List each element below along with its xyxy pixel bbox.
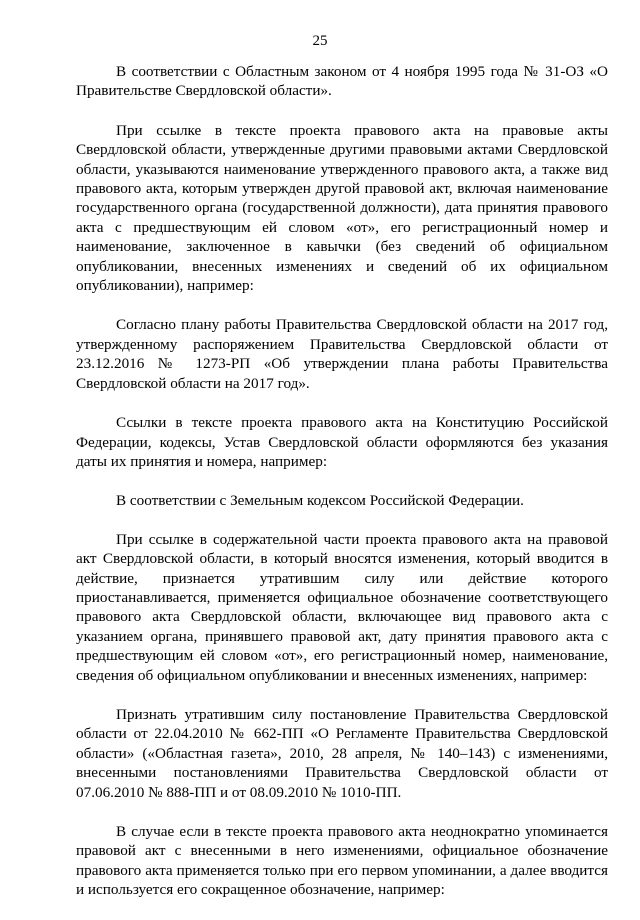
paragraph-constitution-references: Ссылки в тексте проекта правового акта на Конституцию Российской Федерации, кодексы, Устав Свердловской области оформляются без указания даты их принятия и номера, например: [76,414,608,470]
paragraph-reference-rules: При ссылке в тексте проекта правового акта на правовые акты Свердловской области, утвержденные другими правовыми актами Свердловской области, указываются наименование утвержденного правового акта, а также вид правового акта, которым утвержден другой правовой акт, включая наименование государственного органа (государственной должности), дата принятия правового акта с предшествующим ей словом «от», его регистрационный номер и наименование, заключенное в кавычки (без сведений об официальном опубликовании, внесенных изменениях и сведений об их официальном опубликовании), например: [76,121,608,295]
paragraph-example-plan: Согласно плану работы Правительства Свердловской области на 2017 год, утвержденному распоряжением Правительства Свердловской области от 23.12.2016 № 1273-РП «Об утверждении плана работы Правительства Свердловской области на 2017 год». [76,316,608,392]
document-body [76,62,608,920]
page-number: 25 [312,33,328,49]
paragraph-official-designation: При ссылке в содержательной части проекта правового акта на правовой акт Свердловской области, в который вносятся изменения, который вводится в действие, признается утратившим силу или действие которого приостанавливается, применяется официальное обозначение соответствующего правового акта Свердловской области, включающее вид правового акта с указанием органа, принявшего правовой акт, дату принятия правового акта с предшествующим ей словом «от», его регистрационный номер, наименование, сведения об официальном опубликовании и внесенных изменениях, например: [76,530,608,684]
paragraph-example-land-code: В соответствии с Земельным кодексом Российской Федерации. [116,492,524,510]
paragraph-example-repeal: Признать утратившим силу постановление Правительства Свердловской области от 22.04.2010 № 662-ПП «О Регламенте Правительства Свердловской области» («Областная газета», 2010, 28 апреля, № 140–143) с изменениями, внесенными постановлениями Правительства Свердловской области от 07.06.2010 № 888-ПП и от 08.09.2010 № 1010-ПП. [76,705,608,801]
paragraph-law-reference: В соответствии с Областным законом от 4 ноября 1995 года № 31-ОЗ «О Правительстве Свердловской области». [76,63,608,100]
paragraph-repeated-mention: В случае если в тексте проекта правового акта неоднократно упоминается правовой акт с внесенными в него изменениями, официальное обозначение правового акта применяется только при его первом упоминании, а далее вводится и используется его сокращенное обозначение, например: [76,823,608,899]
